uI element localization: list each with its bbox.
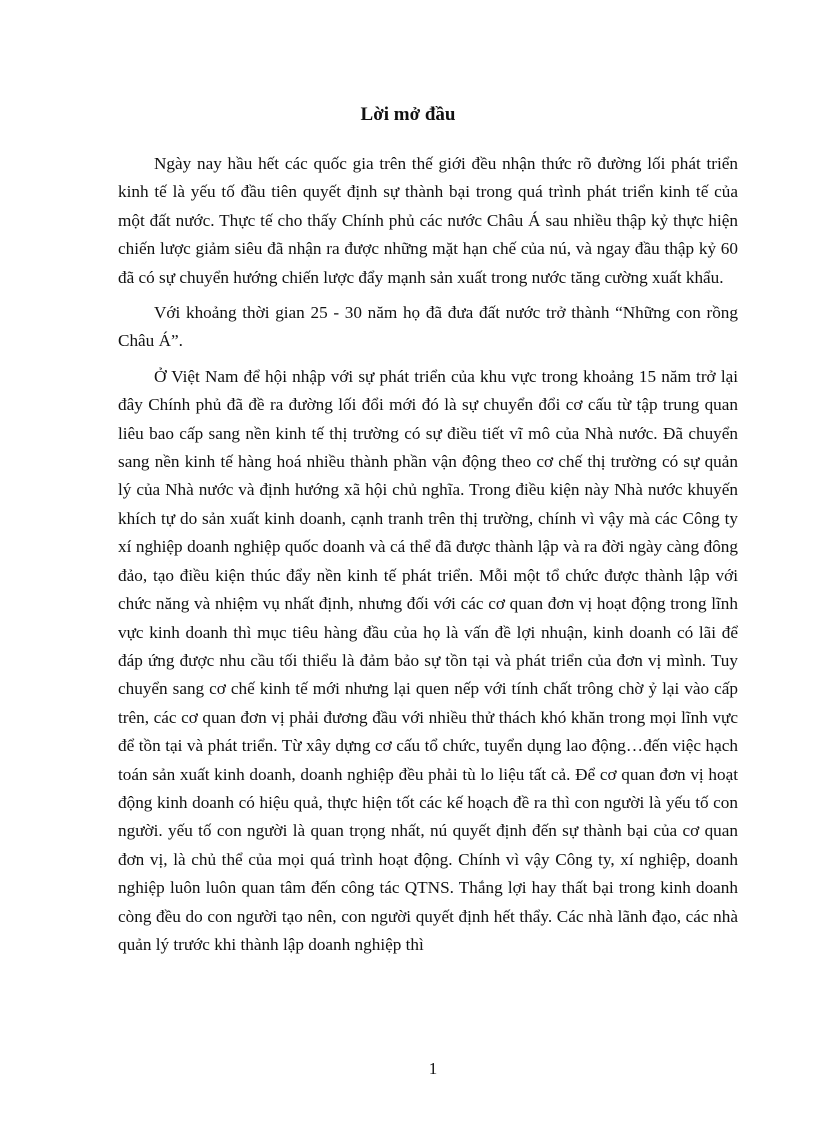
- document-body: [118, 150, 738, 959]
- document-title: Lời mở đầu: [360, 104, 456, 125]
- paragraph-vietnam: Ở Việt Nam để hội nhập với sự phát triển của khu vực trong khoảng 15 năm trở lại đây Chính phủ đã đề ra đường lối đổi mới đó là sự chuyển đổi cơ cấu từ tập trung quan liêu bao cấp sang nền kinh tế thị trường có sự điều tiết vĩ mô của Nhà nước. Đã chuyển sang nền kinh tế hàng hoá nhiều thành phần vận động theo cơ chế thị trường có sự quản lý của Nhà nước và định hướng xã hội chủ nghĩa. Trong điều kiện này Nhà nước khuyến khích tự do sản xuất kinh doanh, cạnh tranh trên thị trường, chính vì vậy mà các Công ty xí nghiệp doanh nghiệp quốc doanh và cá thể đã được thành lập và ra đời ngày càng đông đảo, tạo điều kiện thúc đẩy nền kinh tế phát triển. Mỗi một tổ chức được thành lập với chức năng và nhiệm vụ nhất định, nhưng đối với các cơ quan đơn vị hoạt động trong lĩnh vực kinh doanh thì mục tiêu hàng đầu của họ là vấn đề lợi nhuận, kinh doanh có lãi để đáp ứng được nhu cầu tối thiểu là đảm bảo sự tồn tại và phát triển của đơn vị mình. Tuy chuyển sang cơ chế kinh tế mới nhưng lại quen nếp với tính chất trông chờ ỷ lại vào cấp trên, các cơ quan đơn vị phải đương đầu với nhiều thử thách khó khăn trong mọi lĩnh vực để tồn tại và phát triển. Từ xây dựng cơ cấu tổ chức, tuyển dụng lao động…đến việc hạch toán sản xuất kinh doanh, doanh nghiệp đều phải tù lo liệu tất cả. Để cơ quan đơn vị hoạt động kinh doanh có hiệu quả, thực hiện tốt các kế hoạch đề ra thì con người là yếu tố con người. yếu tố con người là quan trọng nhất, nú quyết định đến sự thành bại của cơ quan đơn vị, là chủ thể của mọi quá trình hoạt động. Chính vì vậy Công ty, xí nghiệp, doanh nghiệp luôn luôn quan tâm đến công tác QTNS. Thắng lợi hay thất bại trong kinh doanh còng đều do con người tạo nên, con người quyết định hết thẩy. Các nhà lãnh đạo, các nhà quản lý trước khi thành lập doanh nghiệp thì: [118, 366, 738, 954]
- paragraph-asian-dragons: Với khoảng thời gian 25 - 30 năm họ đã đưa đất nước trở thành “Những con rồng Châu Á”.: [118, 303, 738, 351]
- paragraph-intro: Ngày nay hầu hết các quốc gia trên thế giới đều nhận thức rõ đường lối phát triển kinh tế là yếu tố đầu tiên quyết định sự thành bại trong quá trình phát triển kinh tế của một đất nước. Thực tế cho thấy Chính phủ các nước Châu Á sau nhiều thập kỷ thực hiện chiến lược giảm siêu đã nhận ra được những mặt hạn chế của nú, và ngay đầu thập kỷ 60 đã có sự chuyển hướng chiến lược đẩy mạnh sản xuất trong nước tăng cường xuất khẩu.: [118, 154, 738, 287]
- page-number: 1: [428, 1059, 438, 1078]
